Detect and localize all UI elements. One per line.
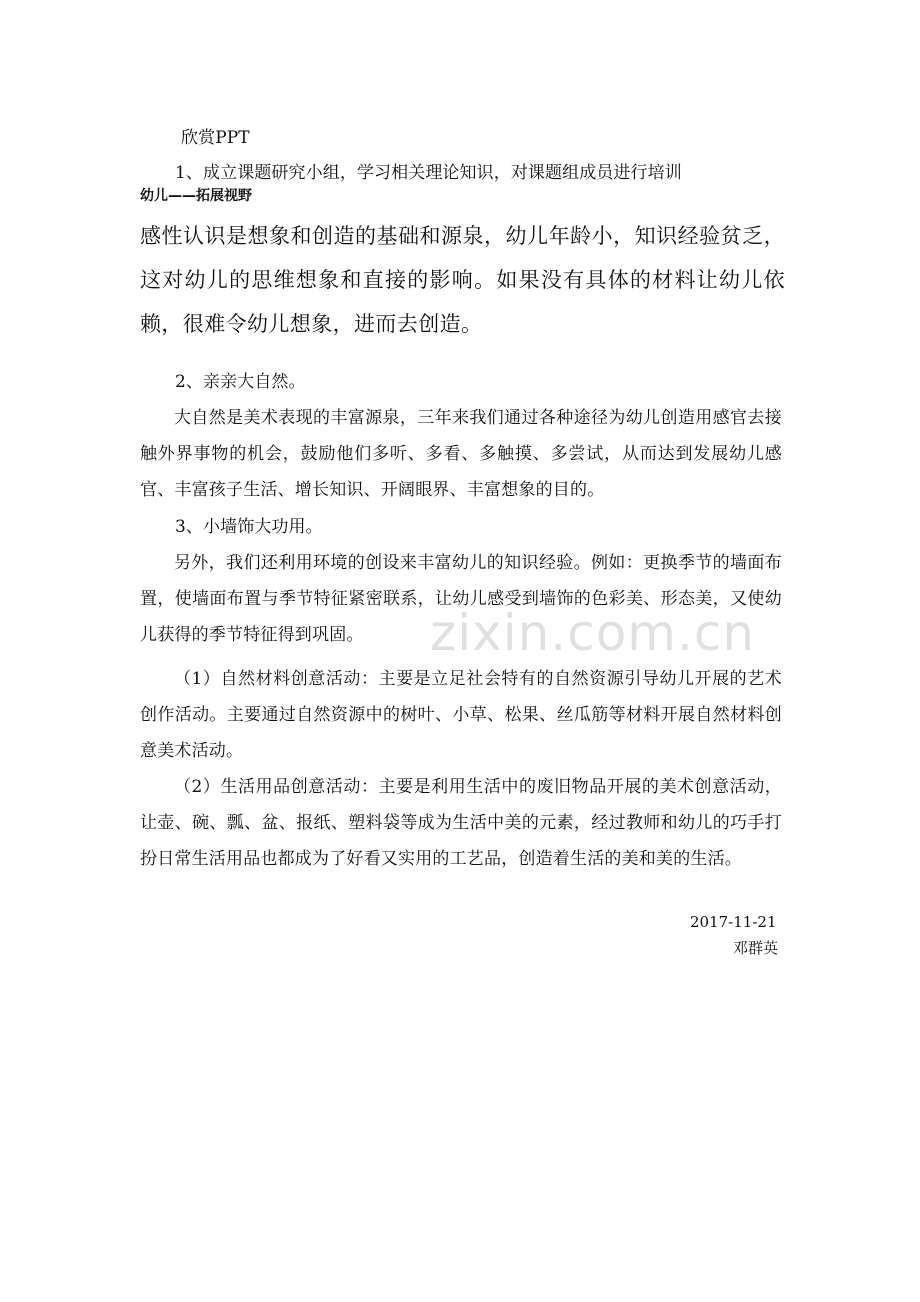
- large-paragraph: 感性认识是想象和创造的基础和源泉，幼儿年龄小，知识经验贫乏，这对幼儿的思维想象和直接的影响。如果没有具体的材料让幼儿依赖，很难令幼儿想象，进而去创造。: [140, 224, 785, 336]
- section-2-body: 大自然是美术表现的丰富源泉，三年来我们通过各种途径为幼儿创造用感官去接触外界事物的机会，鼓励他们多听、多看、多触摸、多尝试，从而达到发展幼儿感官、丰富孩子生活、增长知识、开阔眼界、丰富想象的目的。: [140, 408, 782, 500]
- section-2-title: 2、亲亲大自然。: [175, 372, 306, 392]
- item-2-paragraph: （2）生活用品创意活动：主要是利用生活中的废旧物品开展的美术创意活动，让壶、碗、瓢、盆、报纸、塑料袋等成为生活中美的元素，经过教师和幼儿的巧手打扮日常生活用品也都成为了好看又实用的工艺品，创造着生活的美和美的生活。: [140, 777, 782, 869]
- section-heading: 幼儿——拓展视野: [140, 188, 252, 204]
- item-1-paragraph: （1）自然材料创意活动：主要是立足社会特有的自然资源引导幼儿开展的艺术创作活动。主要通过自然资源中的树叶、小草、松果、丝瓜筋等材料开展自然材料创意美术活动。: [140, 669, 782, 761]
- section-3-body: 另外，我们还利用环境的创设来丰富幼儿的知识经验。例如：更换季节的墙面布置，使墙面布置与季节特征紧密联系，让幼儿感受到墙饰的色彩美、形态美，又使幼儿获得的季节特征得到巩固。: [140, 553, 782, 645]
- ppt-line: 欣赏PPT: [181, 128, 250, 148]
- watermark: zixin.com.cn: [430, 604, 756, 662]
- step-1-line: 1、成立课题研究小组，学习相关理论知识，对课题组成员进行培训: [175, 163, 682, 183]
- section-3-title: 3、小墙饰大功用。: [175, 517, 323, 537]
- date-line: 2017-11-21: [690, 913, 777, 931]
- author-line: 邓群英: [733, 939, 779, 957]
